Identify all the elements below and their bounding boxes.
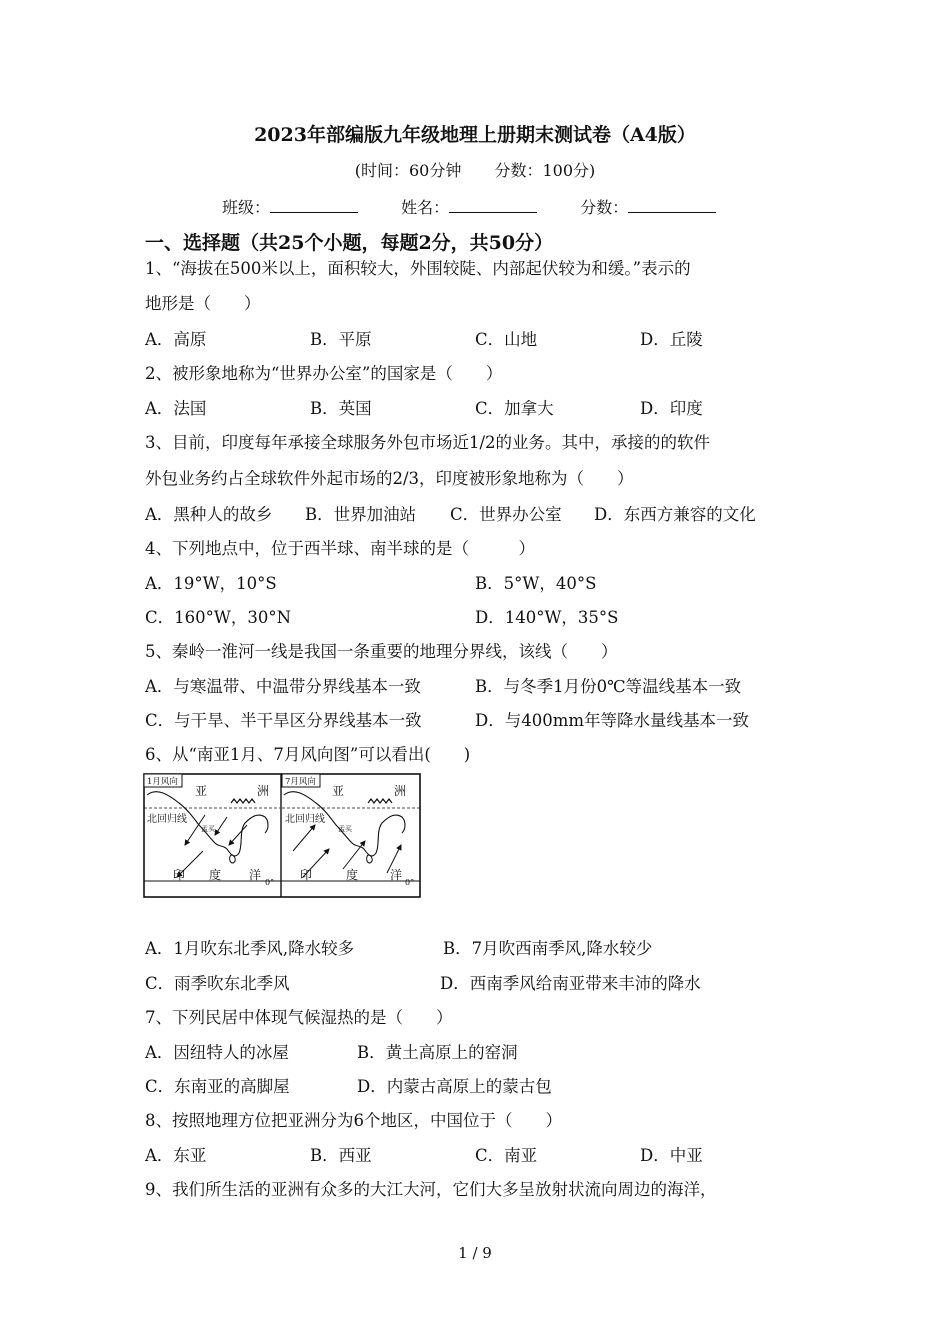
- class-label: 班级：: [222, 198, 271, 217]
- map-tag-right: 7月风向: [285, 777, 316, 787]
- question-2-stem: 2、被形象地称为“世界办公室”的国家是（ ）: [145, 364, 503, 383]
- question-7-option-c[interactable]: C．东南亚的高脚屋: [145, 1077, 290, 1096]
- question-6-option-c[interactable]: C．雨季吹东北季风: [145, 974, 290, 993]
- wind-arrow-right-3: [343, 841, 365, 869]
- wind-arrow-left-3: [229, 825, 247, 845]
- question-8-option-d[interactable]: D．中亚: [640, 1146, 703, 1165]
- question-5-option-c[interactable]: C．与干旱、半干旱区分界线基本一致: [145, 711, 422, 730]
- question-7-option-d[interactable]: D．内蒙古高原上的蒙古包: [357, 1077, 552, 1096]
- question-5-option-d[interactable]: D．与400mm年等降水量线基本一致: [475, 711, 750, 730]
- sri-lanka-right: [367, 855, 372, 863]
- asia-label-right: 亚: [332, 784, 345, 798]
- question-3-option-c[interactable]: C．世界办公室: [450, 505, 562, 524]
- question-3-stem-line-2: 外包业务约占全球软件外起市场的2/3，印度被形象地称为（ ）: [145, 469, 634, 488]
- sri-lanka-left: [230, 855, 235, 863]
- du-label-left: 度: [209, 868, 222, 882]
- question-5-option-a[interactable]: A．与寒温带、中温带分界线基本一致: [145, 677, 421, 696]
- city-label-left: 孟买: [201, 825, 215, 833]
- question-3-option-a[interactable]: A．黑种人的故乡: [145, 505, 273, 524]
- du-label-right: 度: [346, 868, 359, 882]
- tropic-label-right: 北回归线: [285, 814, 325, 825]
- yang-label-left: 洋: [249, 868, 262, 882]
- zhou-label-left: 洲: [257, 784, 270, 798]
- score-label: 分数：: [580, 198, 629, 217]
- question-2-option-c[interactable]: C．加拿大: [475, 399, 554, 418]
- question-6-stem: 6、从“南亚1月、7月风向图”可以看出( ): [145, 745, 471, 764]
- question-6-option-d[interactable]: D．西南季风给南亚带来丰沛的降水: [440, 974, 701, 993]
- mountains-left: [231, 799, 255, 803]
- question-5-stem: 5、秦岭一淮河一线是我国一条重要的地理分界线，该线（ ）: [145, 642, 618, 661]
- question-2-option-b[interactable]: B．英国: [310, 399, 372, 418]
- yin-label-left: 印: [173, 868, 186, 882]
- question-4-option-c[interactable]: C．160°W，30°N: [145, 608, 292, 627]
- exam-time: (时间：60分钟: [354, 161, 462, 180]
- name-label: 姓名：: [401, 198, 450, 217]
- page-number: 1 / 9: [458, 1244, 492, 1262]
- question-3-option-b[interactable]: B．世界加油站: [305, 505, 417, 524]
- question-2-option-d[interactable]: D．印度: [640, 399, 703, 418]
- zhou-label-right: 洲: [394, 784, 407, 798]
- equator-label-right: 0°: [405, 878, 415, 887]
- question-1-option-b[interactable]: B．平原: [310, 330, 372, 349]
- asia-label-left: 亚: [195, 784, 208, 798]
- yang-label-right: 洋: [390, 868, 403, 882]
- question-8-stem: 8、按照地理方位把亚洲分为6个地区，中国位于（ ）: [145, 1111, 562, 1130]
- question-6-option-a[interactable]: A．1月吹东北季风,降水较多: [145, 939, 355, 958]
- question-1-option-d[interactable]: D．丘陵: [640, 330, 703, 349]
- question-8-option-a[interactable]: A．东亚: [145, 1146, 207, 1165]
- question-8-option-b[interactable]: B．西亚: [310, 1146, 372, 1165]
- question-2-option-a[interactable]: A．法国: [145, 399, 207, 418]
- map-tag-left: 1月风向: [147, 777, 178, 787]
- question-1-option-c[interactable]: C．山地: [475, 330, 538, 349]
- equator-label-left: 0°: [265, 878, 275, 887]
- question-7-option-a[interactable]: A．因纽特人的冰屋: [145, 1043, 289, 1062]
- question-1-stem-line-2: 地形是（ ）: [145, 294, 261, 313]
- exam-info: [0, 158, 950, 181]
- question-1-stem-line-1: 1、“海拔在500米以上，面积较大，外围较陡、内部起伏较为和缓。”表示的: [145, 259, 691, 278]
- question-7-option-b[interactable]: B．黄土高原上的窑洞: [357, 1043, 518, 1062]
- student-info-fields: [222, 195, 754, 218]
- question-6-option-b[interactable]: B．7月吹西南季风,降水较少: [443, 939, 653, 958]
- mountains-right: [368, 799, 392, 803]
- city-label-right: 孟买: [338, 825, 352, 833]
- south-asia-wind-map: [143, 773, 421, 899]
- question-4-option-b[interactable]: B．5°W，40°S: [475, 574, 597, 593]
- question-4-stem: 4、下列地点中，位于西半球、南半球的是（ ）: [145, 539, 535, 558]
- class-blank[interactable]: [270, 198, 358, 213]
- wind-arrow-right-1: [293, 825, 315, 851]
- section-title: 一、选择题（共25个小题，每题2分，共50分）: [145, 232, 554, 254]
- yin-label-right: 印: [300, 868, 313, 882]
- question-5-option-b[interactable]: B．与冬季1月份0℃等温线基本一致: [475, 677, 742, 696]
- tropic-label-left: 北回归线: [147, 814, 187, 825]
- page-title: 2023年部编版九年级地理上册期末测试卷（A4版）: [254, 124, 696, 146]
- question-9-stem: 9、我们所生活的亚洲有众多的大江大河，它们大多呈放射状流向周边的海洋，: [145, 1180, 717, 1199]
- question-7-stem: 7、下列民居中体现气候湿热的是（ ）: [145, 1008, 453, 1027]
- question-1-option-a[interactable]: A．高原: [145, 330, 207, 349]
- wind-arrow-left-4: [215, 817, 227, 835]
- question-4-option-d[interactable]: D．140°W，35°S: [475, 608, 619, 627]
- question-4-option-a[interactable]: A．19°W，10°S: [145, 574, 277, 593]
- name-blank[interactable]: [449, 198, 537, 213]
- question-3-stem-line-1: 3、目前，印度每年承接全球服务外包市场近1/2的业务。其中，承接的的软件: [145, 433, 711, 452]
- question-8-option-c[interactable]: C．南亚: [475, 1146, 538, 1165]
- exam-score: 分数：100分): [494, 161, 596, 180]
- question-3-option-d[interactable]: D．东西方兼容的文化: [594, 505, 756, 524]
- score-blank[interactable]: [628, 198, 716, 213]
